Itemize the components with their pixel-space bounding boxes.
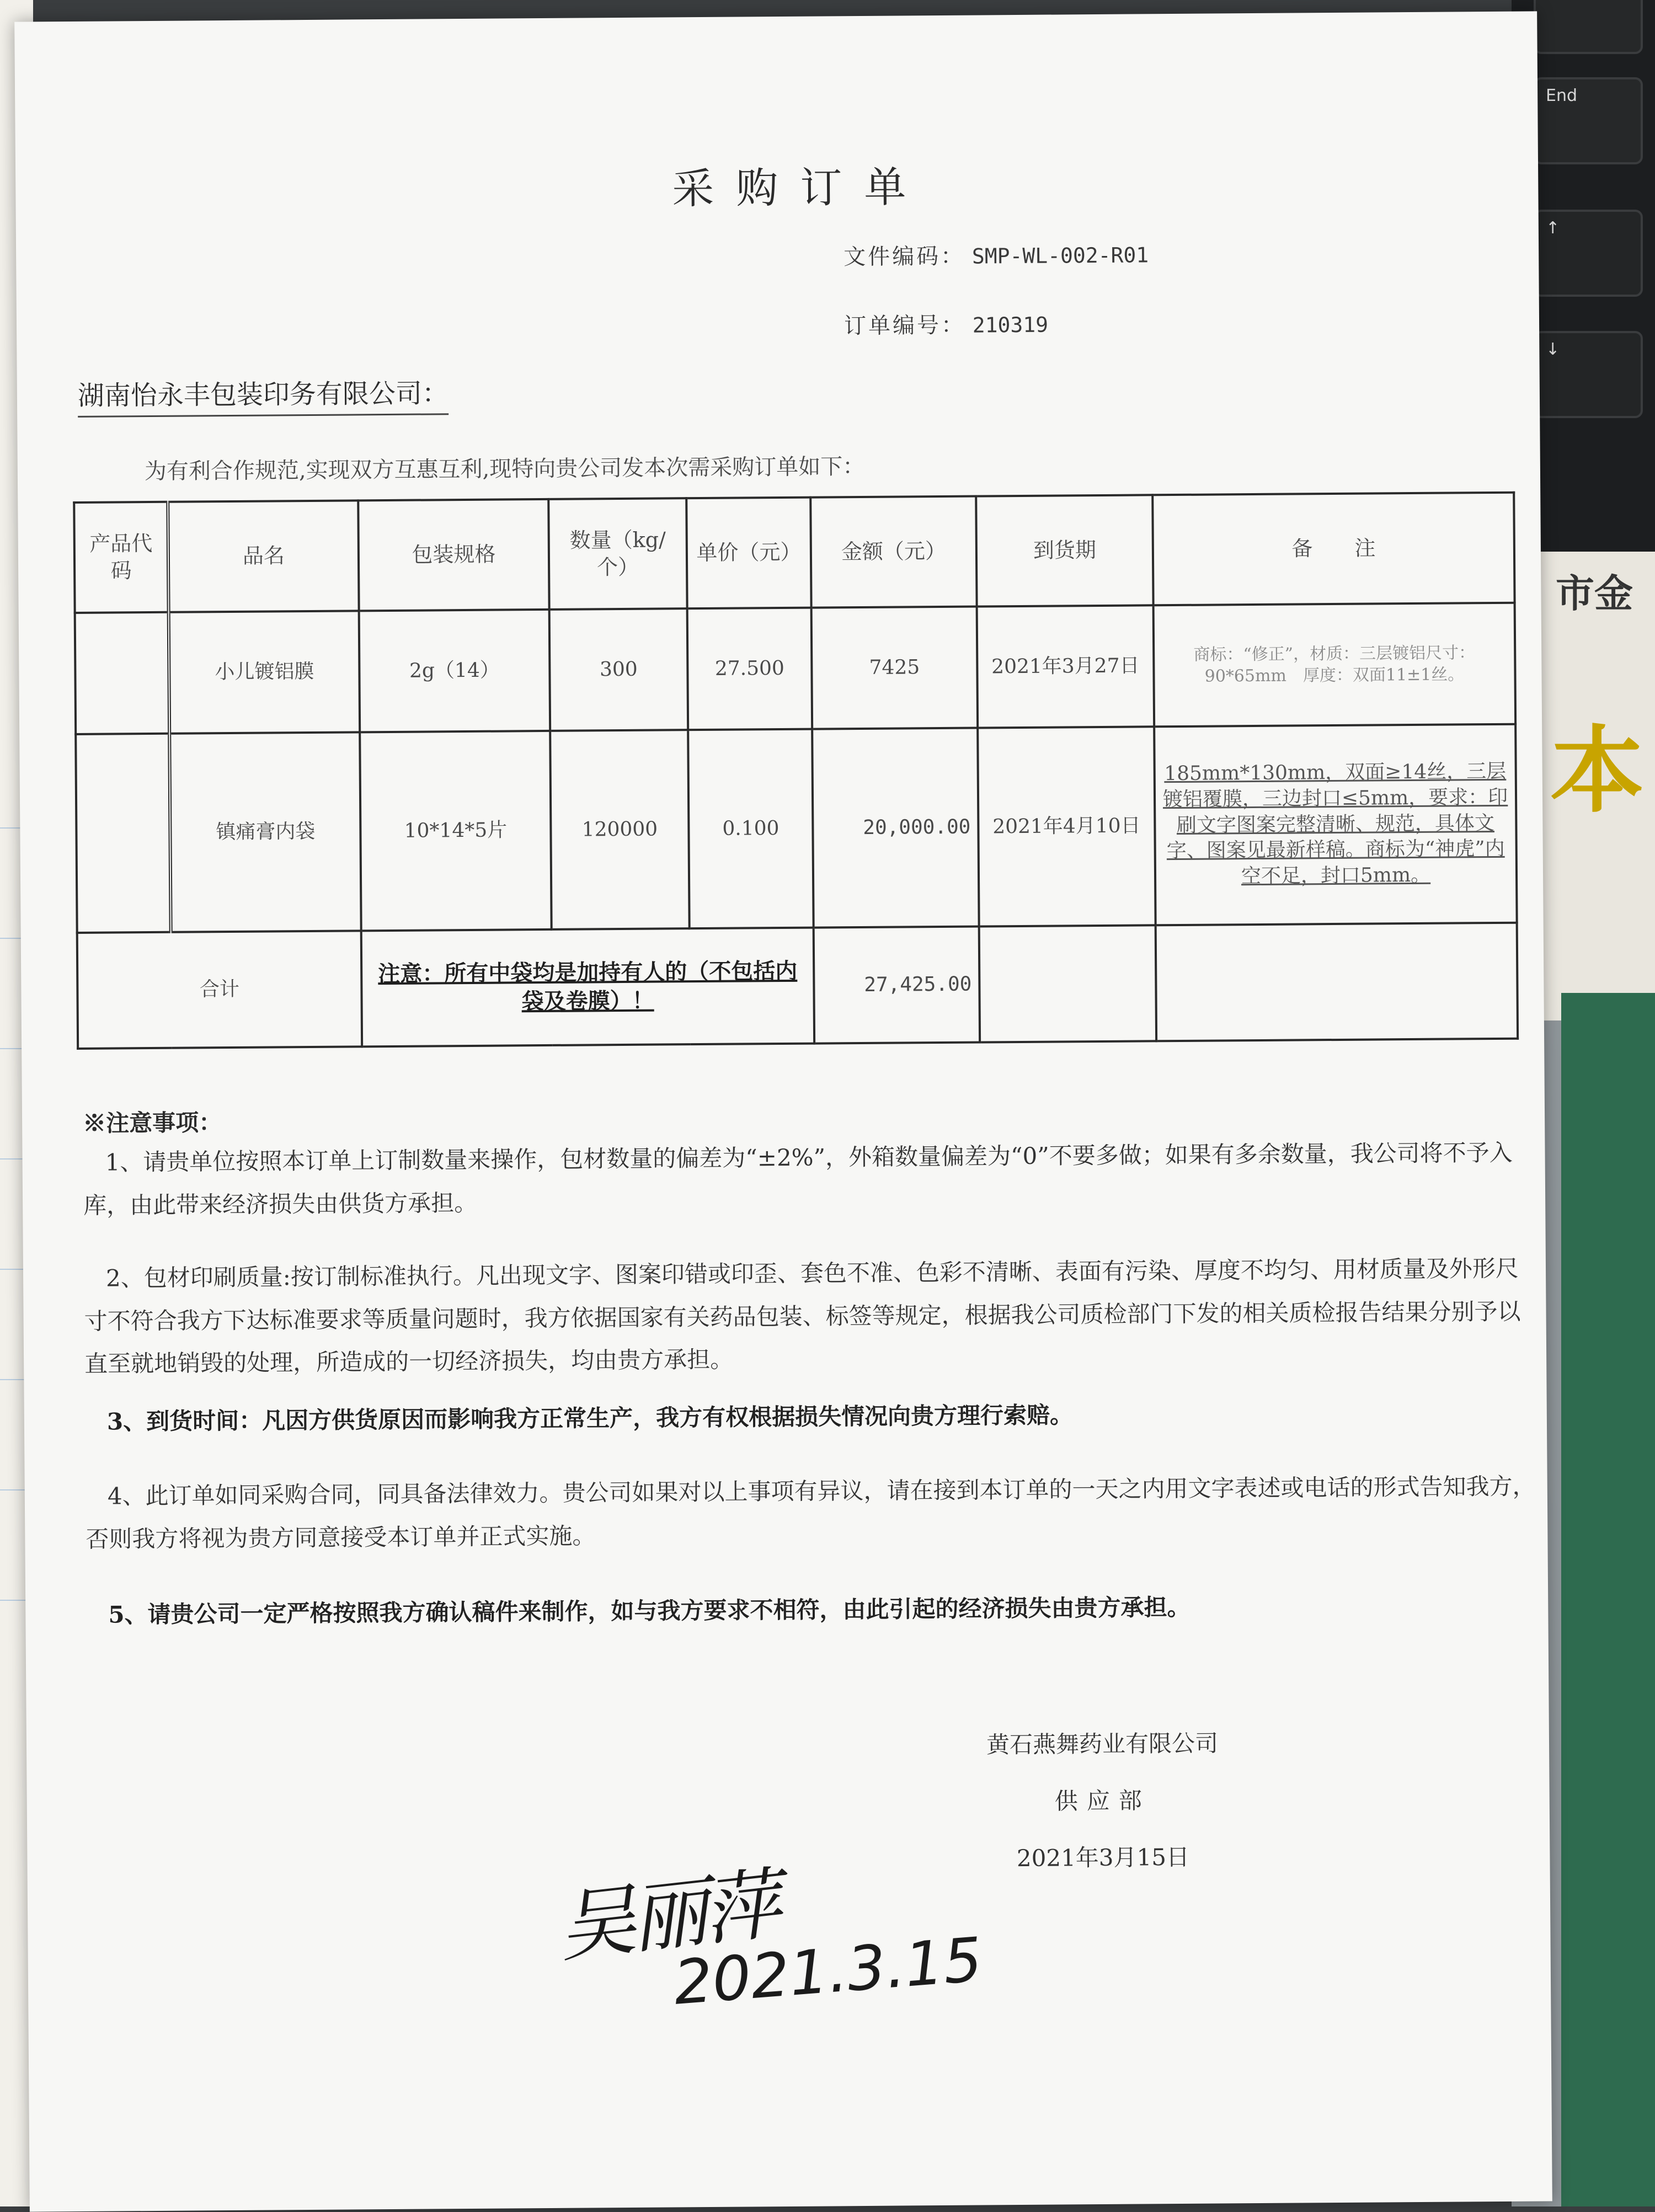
row1-price: 27.500 [687, 608, 813, 730]
total-note: 注意：所有中袋均是加持有人的（不包括内袋及卷膜）！ [361, 928, 814, 1047]
order-number-label: 订单编号： [843, 312, 966, 339]
row1-remark: 商标：“修正”，材质：三层镀铝尺寸：90*65mm 厚度：双面11±1丝。 [1154, 603, 1516, 727]
row1-spec: 2g（14） [359, 610, 551, 732]
delete-key [1534, 0, 1643, 54]
row2-spec: 10*14*5片 [360, 731, 552, 931]
total-row [77, 923, 1518, 1049]
header-remark: 备 注 [1152, 493, 1514, 606]
table-row [75, 603, 1515, 734]
row2-date: 2021年4月10日 [978, 726, 1156, 926]
header-name: 品名 [168, 500, 359, 612]
header-code: 产品代码 [74, 502, 168, 613]
row1-code [75, 612, 170, 734]
row2-remark: 185mm*130mm，双面≥14丝，三层镀铝覆膜，三边封口≤5mm，要求：印刷文字图案完整清晰、规范，具体文字、图案见最新样稿。商标为“神虎”内空不足，封口5mm。 [1154, 724, 1517, 926]
note-item-1: 1、请贵单位按照本订单上订制数量来操作，包材数量的偏差为“±2%”，外箱数量偏差为“0”不要多做；如果有多余数量，我公司将不予入库，由此带来经济损失由供货方承担。 [83, 1139, 1513, 1219]
row2-code [76, 734, 171, 933]
header-qty: 数量（kg/个） [548, 498, 687, 610]
document-title: 采购订单 [672, 162, 928, 213]
row2-qty: 120000 [550, 730, 690, 929]
intro-text: 为有利合作规范,实现双方互惠互利,现特向贵公司发本次需采购订单如下： [144, 453, 865, 485]
handwritten-date: 2021.3.15 [671, 1924, 985, 2018]
table-row [76, 724, 1517, 933]
arrow-down-key: ↓ [1534, 331, 1643, 418]
row2-name: 镇痛膏内袋 [169, 732, 361, 932]
total-remark-empty [1156, 923, 1518, 1041]
row1-name: 小儿镀铝膜 [169, 611, 360, 733]
advert-text-ben: 本 [1550, 717, 1645, 826]
order-number-value: 210319 [972, 312, 1049, 338]
header-date: 到货期 [976, 495, 1153, 606]
file-code-value: SMP-WL-002-R01 [971, 243, 1149, 269]
green-folder [1561, 993, 1655, 2206]
total-amount: 27,425.00 [814, 927, 980, 1044]
header-spec: 包装规格 [358, 499, 549, 611]
note-item-5: 5、请贵公司一定严格按照我方确认稿件来制作，如与我方要求不相符，由此引起的经济损失由贵方承担。 [108, 1593, 1190, 1628]
note-item-4: 4、此订单如同采购合同，同具备法律效力。贵公司如果对以上事项有异议，请在接到本订单的一天之内用文字表述或电话的形式告知我方，否则我方将视为贵方同意接受本订单并正式实施。 [86, 1472, 1536, 1553]
issuer-date: 2021年3月15日 [1016, 1843, 1190, 1872]
row1-date: 2021年3月27日 [977, 605, 1155, 728]
row1-qty: 300 [549, 608, 688, 731]
addressee: 湖南怡永丰包装印务有限公司： [78, 372, 449, 418]
notes-heading: ※注意事项： [82, 1109, 222, 1137]
arrow-up-key: ↑ [1534, 210, 1643, 297]
advert-card [1534, 552, 1655, 1020]
advert-text-jin: 市金 [1556, 571, 1633, 616]
total-label: 合计 [77, 931, 362, 1049]
note-item-3: 3、到货时间：凡因方供货原因而影响我方正常生产，我方有权根据损失情况向贵方理行索赔。 [106, 1401, 1074, 1435]
note-item-2: 2、包材印刷质量:按订制标准执行。凡出现文字、图案印错或印歪、套色不准、色彩不清晰、表面有污染、厚度不均匀、用材质量及外形尺寸不符合我方下达标准要求等质量问题时，我方依据国家有关药品包装、标签等规定，根据我公司质检部门下发的相关质检报告结果分别予以直至就地销毁的处理，所造成的一切经济损失，均由贵方承担。 [84, 1254, 1521, 1378]
end-key: End [1534, 77, 1643, 164]
header-amount: 金额（元） [810, 496, 976, 608]
handwritten-signature: 吴丽萍 [553, 1859, 781, 1974]
purchase-order-sheet [14, 11, 1552, 2211]
file-code-label: 文件编码： [843, 243, 965, 270]
order-table [73, 491, 1519, 1050]
row2-price: 0.100 [688, 729, 814, 929]
total-date-empty [979, 925, 1156, 1042]
row1-amount: 7425 [812, 607, 978, 729]
header-price: 单价（元） [686, 498, 811, 609]
issuer-company: 黄石燕舞药业有限公司 [986, 1729, 1219, 1759]
order-number [844, 307, 1048, 340]
issuer-dept: 供应部 [1054, 1787, 1151, 1815]
table-header-row [74, 493, 1514, 613]
row2-amount: 20,000.00 [812, 728, 979, 928]
issuer-block [937, 1715, 1269, 1888]
file-code [843, 237, 1149, 271]
